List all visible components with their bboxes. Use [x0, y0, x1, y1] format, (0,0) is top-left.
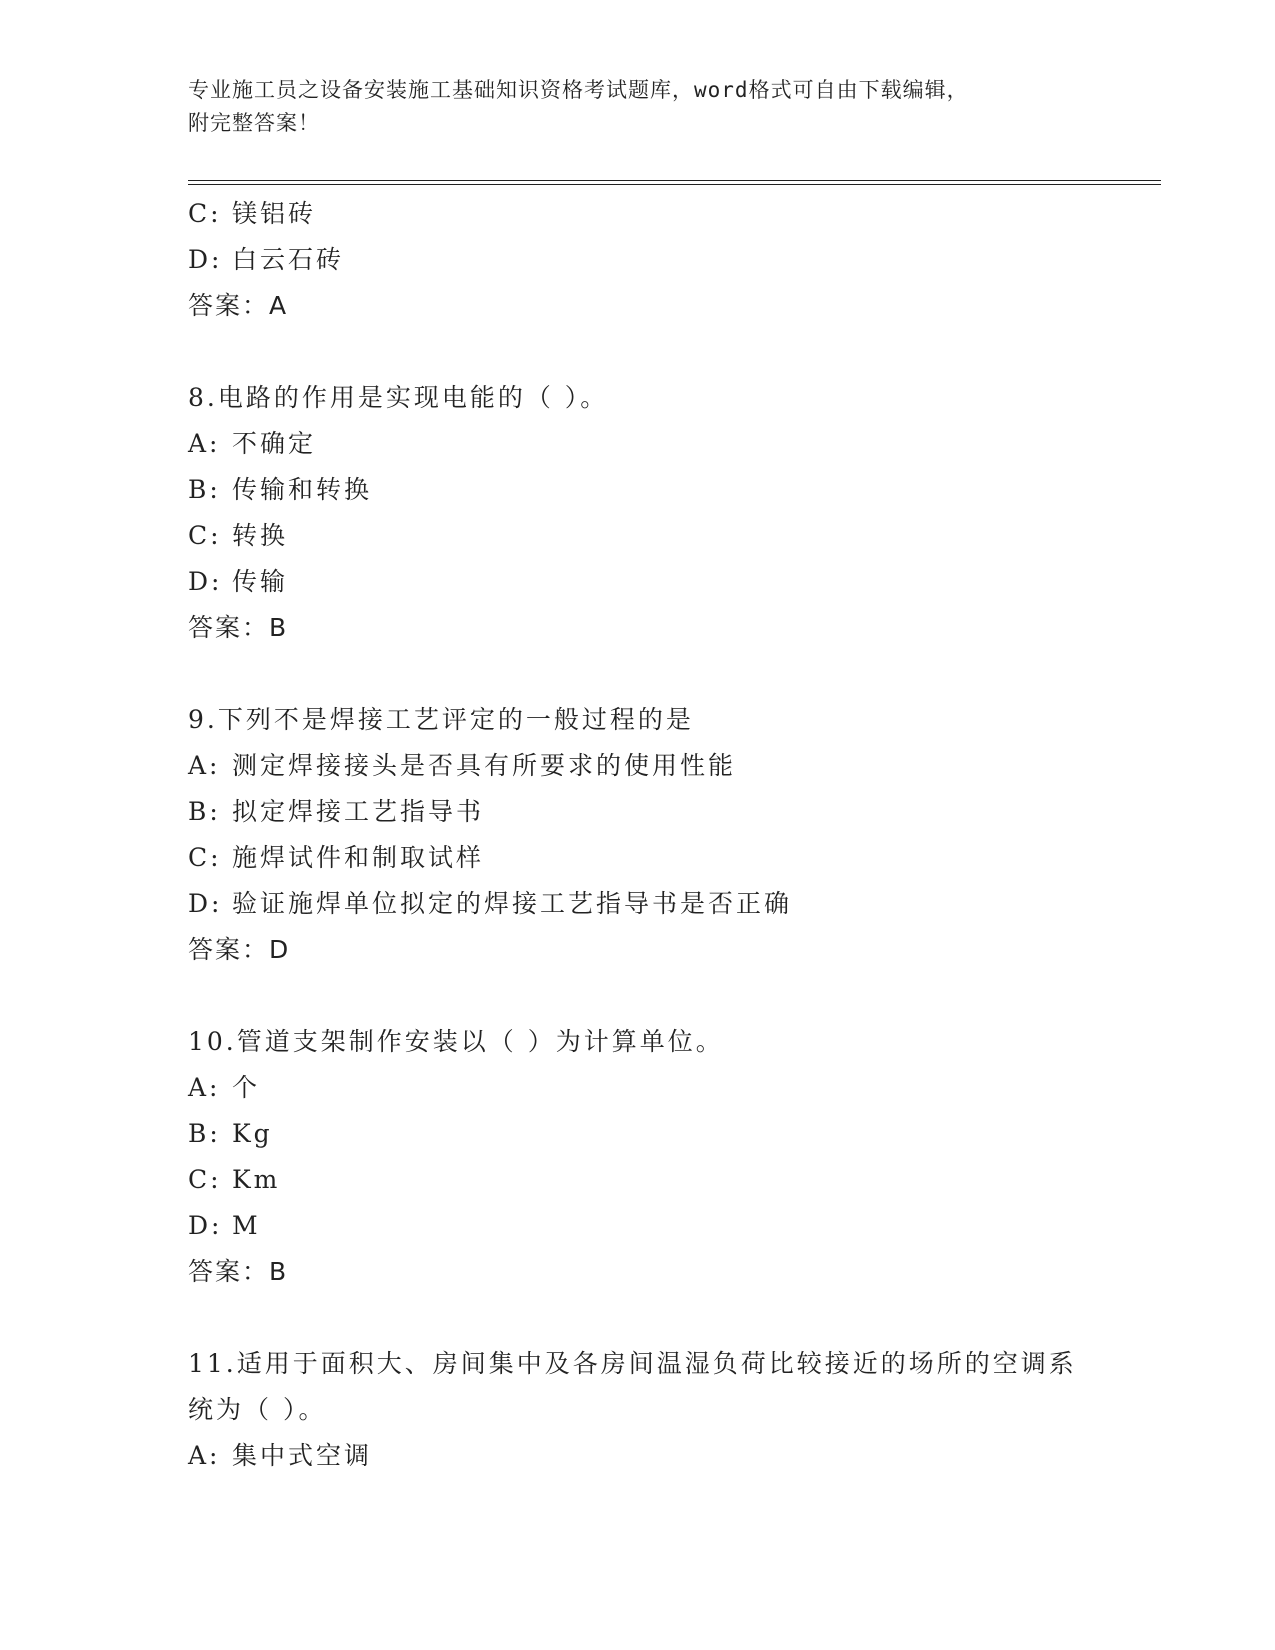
question-11 — [188, 1341, 1148, 1479]
question-7-fragment — [188, 191, 1148, 329]
question-stem: 10.管道支架制作安装以（ ）为计算单位。 — [188, 1027, 724, 1056]
option-a: A: 个 — [188, 1073, 261, 1102]
header-line-2: 附完整答案！ — [188, 111, 320, 135]
question-stem: 9.下列不是焊接工艺评定的一般过程的是 — [188, 705, 694, 734]
option-a: A: 不确定 — [188, 429, 317, 458]
option-d: D: 验证施焊单位拟定的焊接工艺指导书是否正确 — [188, 889, 793, 918]
option-c: C: 施焊试件和制取试样 — [188, 843, 485, 872]
option-b: B: Kg — [188, 1119, 273, 1148]
question-10 — [188, 1019, 1148, 1295]
question-list — [188, 191, 1148, 1479]
option-a: A: 集中式空调 — [188, 1441, 373, 1470]
header-divider-bottom — [188, 184, 1161, 185]
option-b: B: 拟定焊接工艺指导书 — [188, 797, 485, 826]
answer-line: 答案：B — [188, 1257, 289, 1286]
option-c: C: 转换 — [188, 521, 289, 550]
option-a: A: 测定焊接接头是否具有所要求的使用性能 — [188, 751, 737, 780]
question-8 — [188, 375, 1148, 651]
question-stem: 8.电路的作用是实现电能的（ ）。 — [188, 383, 609, 412]
question-9 — [188, 697, 1148, 973]
option-d: D: 传输 — [188, 567, 289, 596]
option-c: C: Km — [188, 1165, 281, 1194]
option-b: B: 传输和转换 — [188, 475, 373, 504]
header-divider-top — [188, 180, 1161, 181]
option-c: C: 镁铝砖 — [188, 199, 317, 228]
option-d: D: 白云石砖 — [188, 245, 345, 274]
answer-line: 答案：B — [188, 613, 289, 642]
header-line-1: 专业施工员之设备安装施工基础知识资格考试题库，word格式可自由下载编辑， — [188, 78, 969, 102]
answer-line: 答案：D — [188, 935, 291, 964]
answer-line: 答案：A — [188, 291, 289, 320]
question-stem: 11.适用于面积大、房间集中及各房间温湿负荷比较接近的场所的空调系统为（ ）。 — [188, 1349, 1077, 1424]
option-d: D: M — [188, 1211, 261, 1240]
document-header — [188, 74, 1088, 140]
